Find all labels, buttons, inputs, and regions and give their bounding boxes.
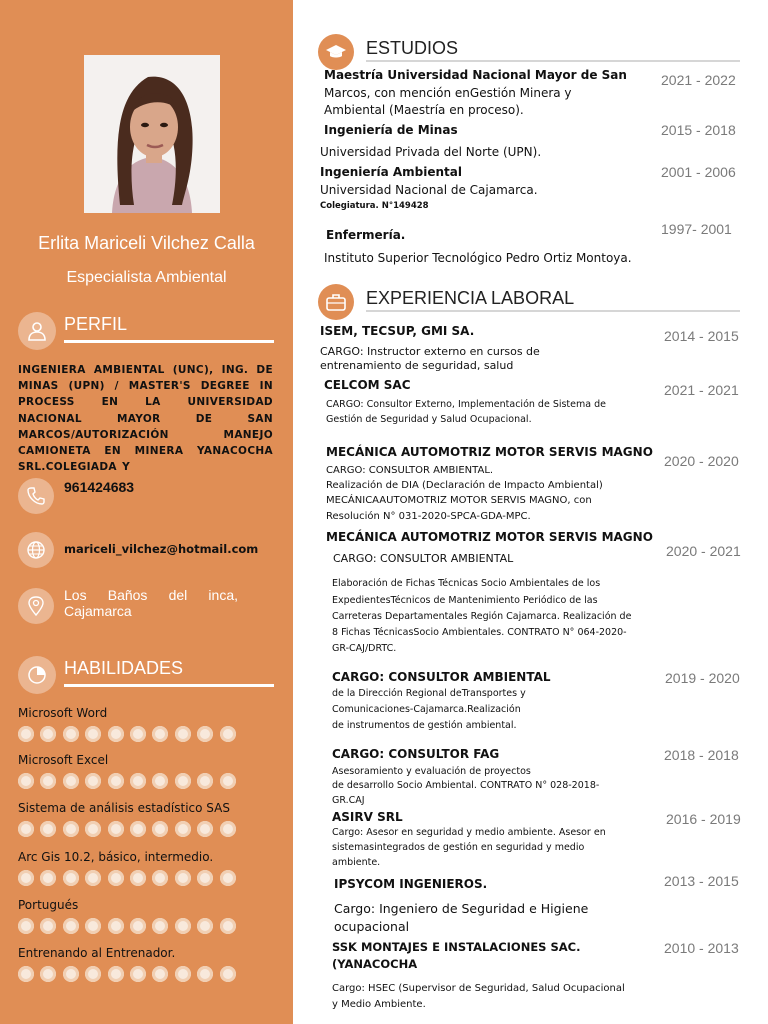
study-detail: Ambiental (Maestría en proceso). xyxy=(324,103,524,117)
role-line: Elaboración de Fichas Técnicas Socio Ambientales de los xyxy=(332,578,601,589)
skill-rating xyxy=(18,773,278,789)
person-name: Erlita Mariceli Vilchez Calla xyxy=(38,233,255,253)
rating-dot xyxy=(220,870,236,886)
pie-chart-icon xyxy=(18,656,56,694)
briefcase-icon xyxy=(318,284,354,320)
role-line: Realización de DIA (Declaración de Impacto Ambiental) xyxy=(326,480,603,491)
rating-dot xyxy=(85,726,101,742)
study-years: 2015 - 2018 xyxy=(661,122,736,138)
company-name: MECÁNICA AUTOMOTRIZ MOTOR SERVIS MAGNO xyxy=(326,530,653,544)
rating-dot xyxy=(63,726,79,742)
rating-dot xyxy=(63,966,79,982)
divider xyxy=(366,60,740,62)
experiencia-heading: EXPERIENCIA LABORAL xyxy=(366,288,575,308)
role-line: sistemasintegrados de gestión en seguridad y medio xyxy=(332,842,585,853)
rating-dot xyxy=(197,821,213,837)
habilidades-header xyxy=(18,656,274,696)
rating-dot xyxy=(85,966,101,982)
rating-dot xyxy=(197,918,213,934)
rating-dot xyxy=(18,726,34,742)
study-registration: Colegiatura. N°149428 xyxy=(320,201,429,211)
role-line: ExpedientesTécnicos de Mantenimiento Periódico de las xyxy=(332,595,598,606)
skill-rating xyxy=(18,966,278,982)
study-title: Maestría Universidad Nacional Mayor de San xyxy=(324,68,627,82)
job-years: 2020 - 2020 xyxy=(664,453,739,469)
sidebar xyxy=(0,0,293,1024)
skill-name: Microsoft Word xyxy=(18,706,108,720)
skill-name: Sistema de análisis estadístico SAS xyxy=(18,801,230,815)
rating-dot xyxy=(197,966,213,982)
rating-dot xyxy=(220,821,236,837)
role-line: ambiente. xyxy=(332,857,381,868)
rating-dot xyxy=(197,773,213,789)
email-address[interactable]: mariceli_vilchez@hotmail.com xyxy=(64,542,259,556)
skill-item xyxy=(18,752,278,789)
role-line: de instrumentos de gestión ambiental. xyxy=(332,720,517,731)
rating-dot xyxy=(108,918,124,934)
skill-name: Portugués xyxy=(18,898,79,912)
rating-dot xyxy=(130,966,146,982)
company-name-cont: (YANACOCHA xyxy=(332,957,418,971)
skill-name: Entrenando al Entrenador. xyxy=(18,946,176,960)
role-line: ocupacional xyxy=(334,919,410,934)
rating-dot xyxy=(85,773,101,789)
rating-dot xyxy=(85,918,101,934)
skill-item xyxy=(18,800,278,837)
skill-rating xyxy=(18,726,278,742)
role-line: CARGO: Consultor Externo, Implementación de Sistema de xyxy=(326,399,606,410)
company-name: MECÁNICA AUTOMOTRIZ MOTOR SERVIS MAGNO xyxy=(326,445,653,459)
role-line: y Medio Ambiente. xyxy=(332,999,426,1010)
company-name: ISEM, TECSUP, GMI SA. xyxy=(320,324,475,338)
role-line: Cargo: Ingeniero de Seguridad e Higiene xyxy=(334,901,589,916)
rating-dot xyxy=(63,870,79,886)
rating-dot xyxy=(220,726,236,742)
rating-dot xyxy=(18,821,34,837)
profile-photo xyxy=(84,55,220,213)
study-title: Enfermería. xyxy=(326,228,406,242)
rating-dot xyxy=(108,821,124,837)
rating-dot xyxy=(40,918,56,934)
rating-dot xyxy=(63,918,79,934)
rating-dot xyxy=(85,821,101,837)
rating-dot xyxy=(85,870,101,886)
rating-dot xyxy=(152,918,168,934)
skill-rating xyxy=(18,918,278,934)
job-years: 2010 - 2013 xyxy=(664,940,739,956)
rating-dot xyxy=(220,966,236,982)
rating-dot xyxy=(40,773,56,789)
profile-summary: INGENIERA AMBIENTAL (UNC), ING. DE MINAS (UPN) / MASTER'S DEGREE IN PROCESS EN LA UNIVERSIDAD NACIONAL MAYOR DE SAN MARCOS/AUTORIZACIÓN MANEJO CAMIONETA EN MINERA YANACOCHA SRL.COLEGIADA Y xyxy=(18,364,273,474)
rating-dot xyxy=(175,726,191,742)
phone-number: 961424683 xyxy=(64,479,135,495)
role-line: Gestión de Seguridad y Salud Ocupacional. xyxy=(326,414,532,425)
company-name: CELCOM SAC xyxy=(324,378,411,392)
rating-dot xyxy=(220,773,236,789)
rating-dot xyxy=(197,726,213,742)
rating-dot xyxy=(152,870,168,886)
divider xyxy=(366,310,740,312)
rating-dot xyxy=(40,726,56,742)
role-line: Asesoramiento y evaluación de proyectos xyxy=(332,766,531,777)
rating-dot xyxy=(175,870,191,886)
rating-dot xyxy=(108,726,124,742)
divider xyxy=(64,684,274,687)
study-years: 1997- 2001 xyxy=(661,221,732,237)
rating-dot xyxy=(130,918,146,934)
study-title: Ingeniería de Minas xyxy=(324,123,458,137)
role-line: MECÁNICAAUTOMOTRIZ MOTOR SERVIS MAGNO, con xyxy=(326,495,592,506)
role-line: Cargo: HSEC (Supervisor de Seguridad, Salud Ocupacional xyxy=(332,983,625,994)
rating-dot xyxy=(175,918,191,934)
divider xyxy=(64,340,274,343)
rating-dot xyxy=(130,870,146,886)
rating-dot xyxy=(152,821,168,837)
role-line: Comunicaciones-Cajamarca.Realización xyxy=(332,704,521,715)
rating-dot xyxy=(108,773,124,789)
study-detail: Marcos, con mención enGestión Minera y xyxy=(324,86,572,100)
rating-dot xyxy=(152,773,168,789)
role-line: CARGO: CONSULTOR AMBIENTAL. xyxy=(326,465,494,476)
role-line: de desarrollo Socio Ambiental. CONTRATO N° 028-2018- xyxy=(332,780,600,791)
rating-dot xyxy=(18,966,34,982)
study-detail: Instituto Superior Tecnológico Pedro Ortiz Montoya. xyxy=(324,251,632,265)
study-detail: Universidad Nacional de Cajamarca. xyxy=(320,183,538,197)
company-name: SSK MONTAJES E INSTALACIONES SAC. xyxy=(332,940,581,954)
phone-icon xyxy=(18,478,54,514)
skill-item xyxy=(18,849,278,886)
job-years: 2016 - 2019 xyxy=(666,811,741,827)
location-line2: Cajamarca xyxy=(64,603,132,619)
location-text xyxy=(64,587,238,619)
estudios-header xyxy=(318,34,740,70)
role-line: Carreteras Departamentales Región Cajamarca. Realización de xyxy=(332,611,632,622)
role-line: entrenamiento de seguridad, salud xyxy=(320,359,514,372)
rating-dot xyxy=(40,821,56,837)
role-line: GR-CAJ/DRTC. xyxy=(332,643,397,654)
role-line: de la Dirección Regional deTransportes y xyxy=(332,688,526,699)
rating-dot xyxy=(63,773,79,789)
rating-dot xyxy=(40,870,56,886)
company-name: IPSYCOM INGENIEROS. xyxy=(334,877,488,891)
skill-name: Arc Gis 10.2, básico, intermedio. xyxy=(18,850,214,864)
skill-rating xyxy=(18,870,278,886)
job-years: 2021 - 2021 xyxy=(664,382,739,398)
skill-rating xyxy=(18,821,278,837)
rating-dot xyxy=(220,918,236,934)
skill-name: Microsoft Excel xyxy=(18,753,109,767)
role-line: CARGO: Instructor externo en cursos de xyxy=(320,345,540,358)
habilidades-heading: HABILIDADES xyxy=(64,658,184,678)
perfil-header xyxy=(18,312,274,352)
study-detail: Universidad Privada del Norte (UPN). xyxy=(320,145,542,159)
role-line: Resolución N° 031-2020-SPCA-GDA-MPC. xyxy=(326,511,531,522)
rating-dot xyxy=(18,918,34,934)
study-years: 2021 - 2022 xyxy=(661,72,736,88)
rating-dot xyxy=(18,773,34,789)
rating-dot xyxy=(40,966,56,982)
rating-dot xyxy=(175,773,191,789)
experiencia-header xyxy=(318,284,740,320)
rating-dot xyxy=(152,726,168,742)
main-content xyxy=(293,0,768,1024)
person-icon xyxy=(18,312,56,350)
rating-dot xyxy=(130,726,146,742)
skill-item xyxy=(18,945,278,982)
role-line: Cargo: Asesor en seguridad y medio ambiente. Asesor en xyxy=(332,827,606,838)
skill-item xyxy=(18,705,278,742)
job-title: Especialista Ambiental xyxy=(66,269,227,286)
rating-dot xyxy=(130,821,146,837)
rating-dot xyxy=(152,966,168,982)
rating-dot xyxy=(130,773,146,789)
rating-dot xyxy=(108,870,124,886)
job-years: 2020 - 2021 xyxy=(666,543,741,559)
rating-dot xyxy=(108,966,124,982)
location-line1: Los Baños del inca, xyxy=(64,587,238,603)
rating-dot xyxy=(63,821,79,837)
job-years: 2014 - 2015 xyxy=(664,328,739,344)
estudios-heading: ESTUDIOS xyxy=(366,38,459,58)
rating-dot xyxy=(175,821,191,837)
job-years: 2013 - 2015 xyxy=(664,873,739,889)
role-title: CARGO: CONSULTOR AMBIENTAL xyxy=(333,552,514,565)
role-line: 8 Fichas TécnicasSocio Ambientales. CONTRATO N° 064-2020- xyxy=(332,627,627,638)
job-years: 2018 - 2018 xyxy=(664,747,739,763)
skill-item xyxy=(18,897,278,934)
graduation-cap-icon xyxy=(318,34,354,70)
role-title: CARGO: CONSULTOR FAG xyxy=(332,747,500,761)
rating-dot xyxy=(18,870,34,886)
location-pin-icon xyxy=(18,588,54,624)
role-line: GR.CAJ xyxy=(332,795,365,806)
study-title: Ingeniería Ambiental xyxy=(320,165,462,179)
rating-dot xyxy=(175,966,191,982)
study-years: 2001 - 2006 xyxy=(661,164,736,180)
globe-icon xyxy=(18,532,54,568)
role-title: CARGO: CONSULTOR AMBIENTAL xyxy=(332,670,551,684)
company-name: ASIRV SRL xyxy=(332,810,403,824)
perfil-heading: PERFIL xyxy=(64,314,128,334)
job-years: 2019 - 2020 xyxy=(665,670,740,686)
rating-dot xyxy=(197,870,213,886)
